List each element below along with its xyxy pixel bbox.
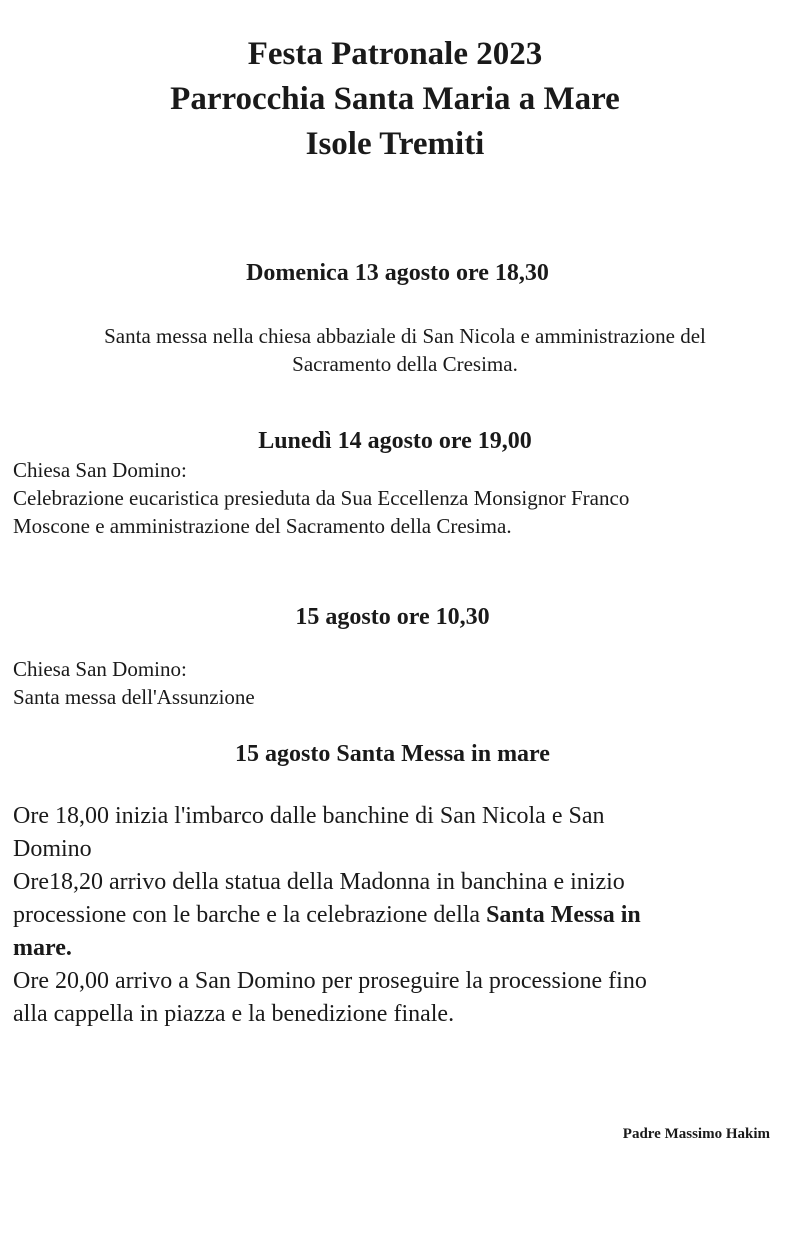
event4-p3-line-2: alla cappella in piazza e la benedizione finale. [13, 1001, 455, 1027]
event1-line-1: Santa messa nella chiesa abbaziale di San Nicola e amministrazione del [104, 324, 706, 348]
title-line-2: Parrocchia Santa Maria a Mare [170, 81, 620, 117]
event2-location: Chiesa San Domino: [13, 458, 187, 482]
event1-heading: Domenica 13 agosto ore 18,30 [246, 260, 549, 286]
event1-line-2: Sacramento della Cresima. [292, 352, 518, 376]
event4-description [13, 800, 788, 1031]
event2-line-2: Moscone e amministrazione del Sacramento della Cresima. [13, 514, 512, 538]
event4-p2-line-2-plain: processione con le barche e la celebrazione della [13, 902, 487, 928]
event3-heading: 15 agosto ore 10,30 [295, 604, 490, 630]
event4-p3-line-1: Ore 20,00 arrivo a San Domino per proseguire la processione fino [13, 968, 647, 994]
title-line-3: Isole Tremiti [305, 126, 485, 162]
event4-p1-line-1: Ore 18,00 inizia l'imbarco dalle banchine di San Nicola e San [13, 803, 605, 829]
event2-description [13, 456, 788, 540]
event4-p2-line-2 [13, 899, 788, 932]
signature: Padre Massimo Hakim [622, 1126, 770, 1142]
event4-p2-line-2-bold: Santa Messa in [486, 902, 641, 928]
event2-line-1: Celebrazione eucaristica presieduta da Sua Eccellenza Monsignor Franco [13, 486, 630, 510]
event4-p1-line-2: Domino [13, 836, 92, 862]
event3-line-1: Santa messa dell'Assunzione [13, 685, 255, 709]
event3-description [13, 655, 788, 711]
event4-p2-line-1: Ore18,20 arrivo della statua della Madonna in banchina e inizio [13, 869, 625, 895]
event4-p2-line-3 [13, 932, 788, 965]
event1-description [20, 322, 790, 378]
event3-location: Chiesa San Domino: [13, 657, 187, 681]
title-line-1: Festa Patronale 2023 [247, 36, 543, 72]
event2-heading: Lunedì 14 agosto ore 19,00 [258, 428, 532, 454]
event4-heading: 15 agosto Santa Messa in mare [235, 741, 550, 767]
page-title [0, 32, 790, 167]
event4-p2-line-3-bold: mare. [13, 935, 72, 961]
